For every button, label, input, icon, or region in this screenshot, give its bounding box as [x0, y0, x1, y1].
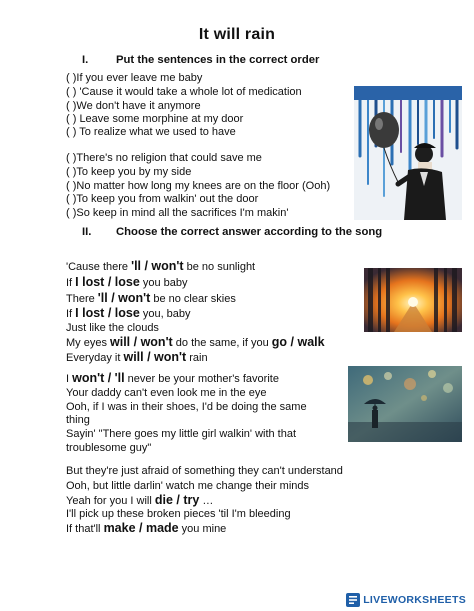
lyric-line-16: Yeah for you I will die / try …: [66, 493, 214, 507]
order-line-7[interactable]: ( )To keep you by my side: [66, 166, 192, 178]
choice-5[interactable]: will / won't: [110, 335, 173, 349]
lyric-line-2: If I lost / lose you baby: [66, 275, 188, 289]
order-line-1[interactable]: ( )If you ever leave me baby: [66, 72, 203, 84]
lyric-line-12: Sayin' "There goes my little girl walkin' with that: [66, 428, 297, 440]
choice-6[interactable]: go / walk: [271, 335, 325, 349]
choice-1[interactable]: 'll / won't: [131, 259, 184, 273]
section-1-number: I.: [82, 54, 89, 66]
liveworksheets-logo[interactable]: [346, 592, 466, 608]
worksheet-title: It will rain: [198, 26, 276, 43]
rainy-street-photo: [348, 366, 462, 442]
lyric-line-5: Just like the clouds: [66, 322, 159, 334]
lyric-line-15: Ooh, but little darlin' watch me change their minds: [66, 480, 309, 492]
lyric-line-10: Ooh, if I was in their shoes, I'd be doing the same: [66, 401, 307, 413]
choice-3[interactable]: 'll / won't: [97, 291, 151, 305]
order-line-4[interactable]: ( ) Leave some morphine at my door: [66, 113, 244, 125]
section-2-number: II.: [82, 226, 92, 238]
section-1-text: Put the sentences in the correct order: [116, 54, 320, 66]
order-line-6[interactable]: ( )There's no religion that could save me: [66, 152, 262, 164]
choice-2[interactable]: I lost / lose: [75, 275, 140, 289]
order-line-9[interactable]: ( )To keep you from walkin' out the door: [66, 193, 259, 205]
section-2-heading: [82, 226, 382, 238]
liveworksheets-brand: LIVEWORKSHEETS: [363, 594, 466, 606]
liveworksheets-icon: [346, 593, 360, 607]
sunset-road-photo: [364, 268, 462, 332]
lyric-line-8: I won't / 'll never be your mother's favorite: [66, 371, 279, 385]
order-line-8[interactable]: ( )No matter how long my knees are on the floor (Ooh): [66, 180, 331, 192]
lyric-line-18: If that'll make / made you mine: [66, 521, 227, 535]
lyric-line-17: I'll pick up these broken pieces 'til I'm bleeding: [66, 508, 291, 520]
order-line-10[interactable]: ( )So keep in mind all the sacrifices I'm makin': [66, 207, 289, 219]
choice-4[interactable]: I lost / lose: [75, 306, 140, 320]
lyric-line-4: If I lost / lose you, baby: [66, 306, 191, 320]
choice-8[interactable]: won't / 'll: [72, 371, 125, 385]
lyric-line-11: thing: [66, 414, 90, 426]
choice-7[interactable]: will / won't: [123, 350, 187, 364]
order-line-2[interactable]: ( ) 'Cause it would take a whole lot of medication: [66, 86, 302, 98]
lyric-line-14: But they're just afraid of something they can't understand: [66, 465, 343, 477]
lyric-line-6: My eyes will / won't do the same, if you go / walk: [66, 335, 325, 349]
lyric-line-9: Your daddy can't even look me in the eye: [66, 387, 267, 399]
choice-9[interactable]: die / try: [154, 493, 200, 507]
order-line-3[interactable]: ( )We don't have it anymore: [66, 100, 201, 112]
section-2-text: Choose the correct answer according to the song: [116, 226, 383, 238]
choice-10[interactable]: make / made: [103, 521, 179, 535]
lyric-line-1: 'Cause there 'll / won't be no sunlight: [66, 259, 256, 273]
lyric-line-13: troublesome guy": [66, 442, 152, 454]
order-line-5[interactable]: ( ) To realize what we used to have: [66, 126, 236, 138]
lyric-line-7: Everyday it will / won't rain: [66, 350, 208, 364]
section-1-heading: [82, 54, 319, 66]
balloon-boy-illustration: [354, 86, 462, 220]
lyric-line-3: There 'll / won't be no clear skies: [66, 291, 236, 305]
